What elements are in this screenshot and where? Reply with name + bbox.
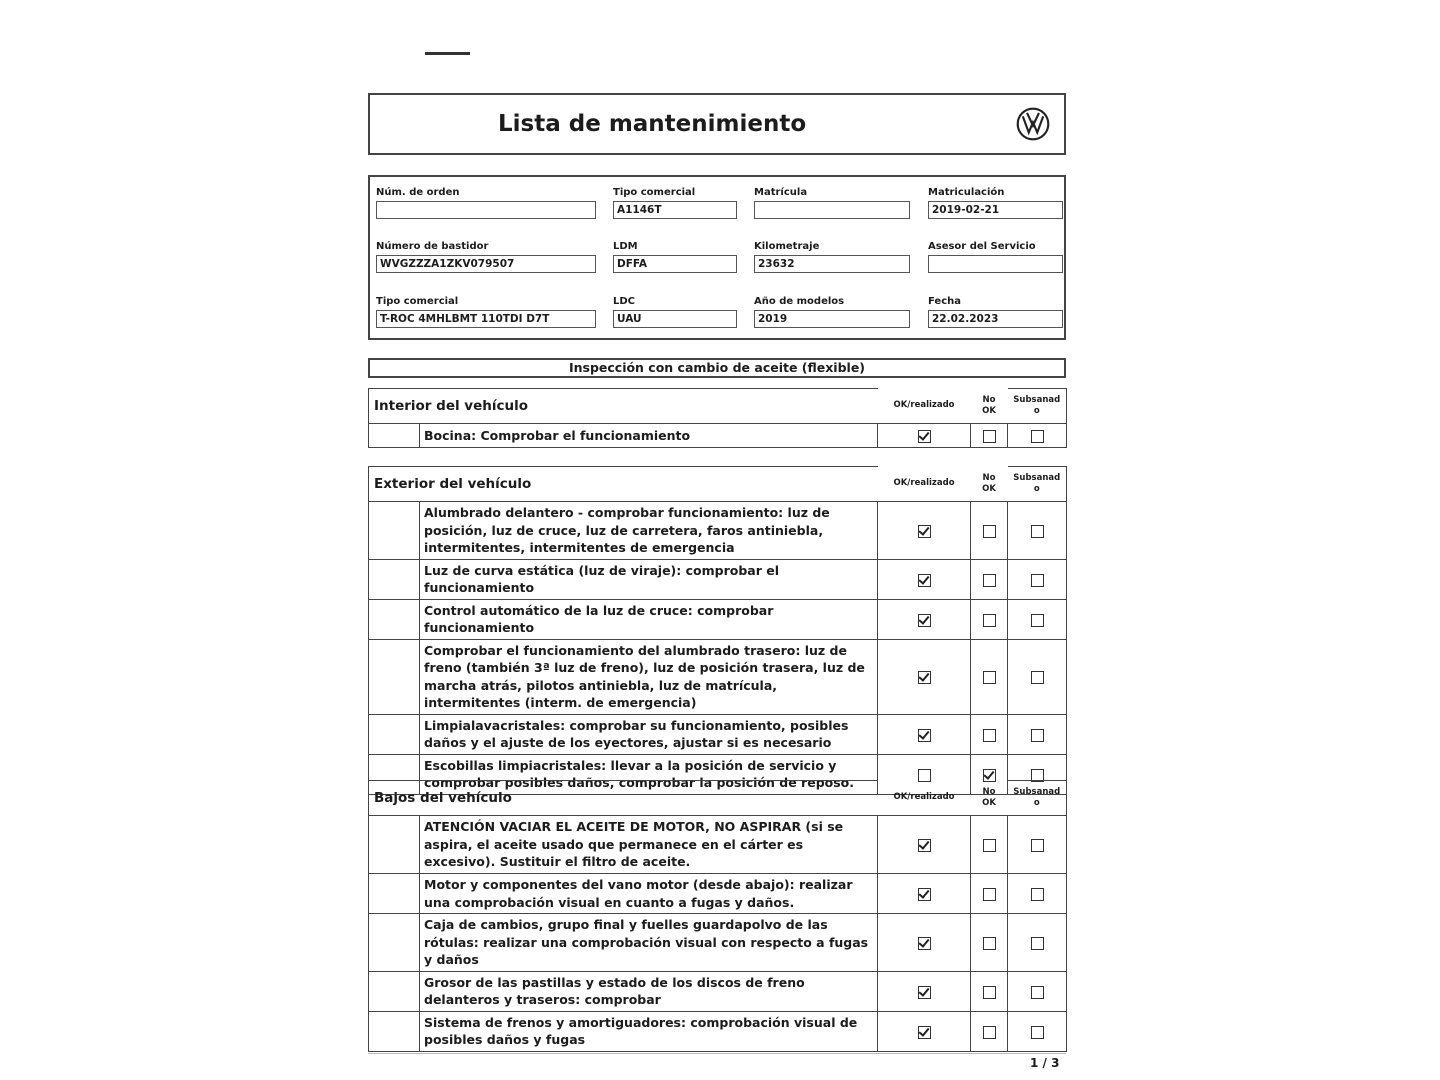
ok-checkbox[interactable] — [918, 729, 931, 742]
checklist-item-text: Grosor de las pastillas y estado de los discos de freno delanteros y traseros: comprobar — [420, 971, 878, 1011]
not-ok-checkbox[interactable] — [983, 430, 996, 443]
service-advisor-field — [928, 241, 1063, 273]
field-label: Asesor del Servicio — [928, 241, 1036, 252]
not-ok-checkbox-cell — [971, 714, 1008, 754]
fixed-checkbox[interactable] — [1031, 729, 1044, 742]
ok-checkbox-cell — [878, 914, 971, 972]
ok-checkbox[interactable] — [918, 1026, 931, 1039]
vw-logo — [1016, 107, 1050, 141]
section-header-row — [369, 467, 1067, 502]
fixed-checkbox[interactable] — [1031, 839, 1044, 852]
checklist-item-text: Limpialavacristales: comprobar su funcionamiento, posibles daños y el ajuste de los eyectores, ajustar si es necesario — [420, 714, 878, 754]
ok-checkbox[interactable] — [918, 937, 931, 950]
commercial-type-2-field — [376, 296, 596, 328]
checklist-row — [369, 914, 1067, 972]
fixed-checkbox[interactable] — [1031, 574, 1044, 587]
fixed-checkbox-cell — [1008, 914, 1067, 972]
ok-checkbox-cell — [878, 714, 971, 754]
fixed-checkbox[interactable] — [1031, 937, 1044, 950]
checklist-row — [369, 424, 1067, 448]
order-number-field — [376, 187, 596, 219]
ok-checkbox[interactable] — [918, 671, 931, 684]
field-label: Matrícula — [754, 187, 808, 198]
col-ok-header: OK/realizado — [893, 478, 955, 489]
col-fixed-header-line1: Subsanad — [1013, 473, 1061, 483]
ok-checkbox-cell — [878, 874, 971, 914]
checklist-row — [369, 816, 1067, 874]
fixed-checkbox-cell — [1008, 502, 1067, 560]
field-label: Tipo comercial — [376, 296, 459, 307]
not-ok-checkbox[interactable] — [983, 614, 996, 627]
commercial-type-field — [613, 187, 737, 219]
row-spacer — [369, 874, 420, 914]
row-spacer — [369, 502, 420, 560]
col-ok-header: OK/realizado — [893, 792, 955, 803]
fixed-checkbox[interactable] — [1031, 614, 1044, 627]
not-ok-checkbox[interactable] — [983, 1026, 996, 1039]
row-spacer — [369, 971, 420, 1011]
row-spacer — [369, 914, 420, 972]
not-ok-checkbox[interactable] — [983, 839, 996, 852]
not-ok-checkbox[interactable] — [983, 888, 996, 901]
not-ok-checkbox[interactable] — [983, 729, 996, 742]
ok-checkbox-cell — [878, 816, 971, 874]
model-year-input[interactable]: 2019 — [754, 310, 910, 328]
checklist-row — [369, 639, 1067, 714]
ldm-input[interactable]: DFFA — [613, 255, 737, 273]
col-nook-header-line1: No — [982, 394, 996, 405]
model-year-field — [754, 296, 910, 328]
ok-checkbox-cell — [878, 971, 971, 1011]
not-ok-checkbox-cell — [971, 874, 1008, 914]
footer-divider — [368, 1053, 1066, 1054]
commercial-type-input[interactable]: A1146T — [613, 201, 737, 219]
field-label: Núm. de orden — [376, 187, 460, 198]
mileage-input[interactable]: 23632 — [754, 255, 910, 273]
col-fixed-header-line2: o — [1033, 406, 1040, 416]
row-spacer — [369, 714, 420, 754]
inspection-banner: Inspección con cambio de aceite (flexible) — [368, 358, 1066, 378]
checklist-row — [369, 599, 1067, 639]
not-ok-checkbox-cell — [971, 559, 1008, 599]
col-nook-header-line1: No — [982, 472, 996, 483]
ok-checkbox[interactable] — [918, 986, 931, 999]
not-ok-checkbox[interactable] — [983, 937, 996, 950]
section-exterior — [368, 466, 1067, 795]
checklist-row — [369, 874, 1067, 914]
fixed-checkbox-cell — [1008, 559, 1067, 599]
col-nook-header-line2: OK — [982, 405, 996, 416]
section-title: Interior del vehículo — [369, 389, 878, 424]
plate-field — [754, 187, 910, 219]
ok-checkbox[interactable] — [918, 525, 931, 538]
col-nook-header — [971, 467, 1008, 502]
checklist-item-text: Sistema de frenos y amortiguadores: comprobación visual de posibles daños y fugas — [420, 1011, 878, 1051]
ok-checkbox-cell — [878, 639, 971, 714]
fixed-checkbox[interactable] — [1031, 525, 1044, 538]
ok-checkbox-cell — [878, 599, 971, 639]
field-label: Matriculación — [928, 187, 1005, 198]
fixed-checkbox-cell — [1008, 639, 1067, 714]
fixed-checkbox[interactable] — [1031, 1026, 1044, 1039]
section-interior — [368, 388, 1067, 448]
row-spacer — [369, 1011, 420, 1051]
ok-checkbox[interactable] — [918, 888, 931, 901]
vehicle-info-box — [368, 175, 1066, 340]
field-label: LDC — [613, 296, 636, 307]
checklist-item-text: Caja de cambios, grupo final y fuelles guardapolvo de las rótulas: realizar una comprobación visual con respecto a fugas y daños — [420, 914, 878, 972]
row-spacer — [369, 559, 420, 599]
row-spacer — [369, 816, 420, 874]
page-number: 1 / 3 — [1030, 1056, 1060, 1070]
checklist-item-text: ATENCIÓN VACIAR EL ACEITE DE MOTOR, NO ASPIRAR (si se aspira, el aceite usado que permanece en el cárter es excesivo). Sustituir el filtro de aceite. — [420, 816, 878, 874]
fixed-checkbox-cell — [1008, 874, 1067, 914]
row-spacer — [369, 639, 420, 714]
field-label: Kilometraje — [754, 241, 820, 252]
not-ok-checkbox[interactable] — [983, 671, 996, 684]
checklist-row — [369, 714, 1067, 754]
vin-input[interactable]: WVGZZZA1ZKV079507 — [376, 255, 596, 273]
service-advisor-input[interactable] — [928, 255, 1063, 273]
field-label: Fecha — [928, 296, 962, 307]
not-ok-checkbox[interactable] — [983, 574, 996, 587]
fixed-checkbox[interactable] — [1031, 986, 1044, 999]
fixed-checkbox[interactable] — [1031, 888, 1044, 901]
fixed-checkbox-cell — [1008, 971, 1067, 1011]
ok-checkbox-cell — [878, 424, 971, 448]
not-ok-checkbox-cell — [971, 971, 1008, 1011]
row-spacer — [369, 424, 420, 448]
col-fixed-header-line2: o — [1033, 798, 1040, 808]
ok-checkbox[interactable] — [918, 614, 931, 627]
fixed-checkbox-cell — [1008, 599, 1067, 639]
col-nook-header-line2: OK — [982, 797, 996, 808]
not-ok-checkbox-cell — [971, 424, 1008, 448]
field-label: LDM — [613, 241, 638, 252]
registration-date-field — [928, 187, 1063, 219]
fixed-checkbox[interactable] — [1031, 671, 1044, 684]
mileage-field — [754, 241, 910, 273]
checklist-row — [369, 502, 1067, 560]
ldc-input[interactable]: UAU — [613, 310, 737, 328]
fixed-checkbox[interactable] — [1031, 430, 1044, 443]
not-ok-checkbox-cell — [971, 599, 1008, 639]
not-ok-checkbox-cell — [971, 816, 1008, 874]
not-ok-checkbox-cell — [971, 914, 1008, 972]
ok-checkbox-cell — [878, 1011, 971, 1051]
section-header-row — [369, 389, 1067, 424]
ok-checkbox[interactable] — [918, 839, 931, 852]
checklist-item-text: Escobillas limpiacristales: llevar a la posición de servicio y comprobar posibles daños, comprobar la posición de reposo. — [420, 754, 878, 794]
not-ok-checkbox-cell — [971, 639, 1008, 714]
fixed-checkbox-cell — [1008, 1011, 1067, 1051]
col-fixed-header — [1008, 467, 1067, 502]
page-title: Lista de mantenimiento — [498, 111, 807, 137]
field-label: Año de modelos — [754, 296, 845, 307]
ldm-field — [613, 241, 737, 273]
col-fixed-header-line1: Subsanad — [1013, 395, 1061, 405]
checklist-item-text: Luz de curva estática (luz de viraje): comprobar el funcionamiento — [420, 559, 878, 599]
not-ok-checkbox-cell — [971, 502, 1008, 560]
ok-checkbox[interactable] — [918, 574, 931, 587]
col-nook-header — [971, 389, 1008, 424]
not-ok-checkbox[interactable] — [983, 525, 996, 538]
section-title: Bajos del vehículo — [369, 781, 878, 816]
col-ok-header: OK/realizado — [893, 400, 955, 411]
checklist-item-text: Control automático de la luz de cruce: comprobar funcionamiento — [420, 599, 878, 639]
fixed-checkbox-cell — [1008, 816, 1067, 874]
checklist-row — [369, 559, 1067, 599]
col-nook-header-line1: No — [982, 786, 996, 797]
ldc-field — [613, 296, 737, 328]
commercial-type-2-input[interactable]: T-ROC 4MHLBMT 110TDI D7T — [376, 310, 596, 328]
field-label: Tipo comercial — [613, 187, 696, 198]
section-title: Exterior del vehículo — [369, 467, 878, 502]
ok-checkbox[interactable] — [918, 430, 931, 443]
fixed-checkbox-cell — [1008, 714, 1067, 754]
fixed-checkbox-cell — [1008, 424, 1067, 448]
ok-checkbox-cell — [878, 559, 971, 599]
col-fixed-header — [1008, 781, 1067, 816]
checklist-item-text: Bocina: Comprobar el funcionamiento — [420, 424, 878, 448]
col-fixed-header-line2: o — [1033, 484, 1040, 494]
section-underbody — [368, 780, 1067, 1052]
col-nook-header — [971, 781, 1008, 816]
title-box — [368, 93, 1066, 155]
top-mark — [425, 52, 470, 55]
checklist-item-text: Comprobar el funcionamiento del alumbrado trasero: luz de freno (también 3ª luz de freno), luz de posición trasera, luz de marcha atrás, pilotos antiniebla, luz de matrícula, intermitentes (interm. de emergencia) — [420, 639, 878, 714]
checklist-row — [369, 1011, 1067, 1051]
registration-date-input[interactable]: 2019-02-21 — [928, 201, 1063, 219]
date-field — [928, 296, 1063, 328]
checklist-item-text: Motor y componentes del vano motor (desde abajo): realizar una comprobación visual en cuanto a fugas y daños. — [420, 874, 878, 914]
col-fixed-header-line1: Subsanad — [1013, 787, 1061, 797]
ok-checkbox-cell — [878, 502, 971, 560]
field-label: Número de bastidor — [376, 241, 489, 252]
section-header-row — [369, 781, 1067, 816]
checklist-item-text: Alumbrado delantero - comprobar funcionamiento: luz de posición, luz de cruce, luz de carretera, faros antiniebla, intermitentes, intermitentes de emergencia — [420, 502, 878, 560]
not-ok-checkbox-cell — [971, 1011, 1008, 1051]
not-ok-checkbox[interactable] — [983, 986, 996, 999]
date-input[interactable]: 22.02.2023 — [928, 310, 1063, 328]
vin-field — [376, 241, 596, 273]
col-fixed-header — [1008, 389, 1067, 424]
row-spacer — [369, 599, 420, 639]
col-nook-header-line2: OK — [982, 483, 996, 494]
checklist-row — [369, 971, 1067, 1011]
order-number-input[interactable] — [376, 201, 596, 219]
plate-input[interactable] — [754, 201, 910, 219]
